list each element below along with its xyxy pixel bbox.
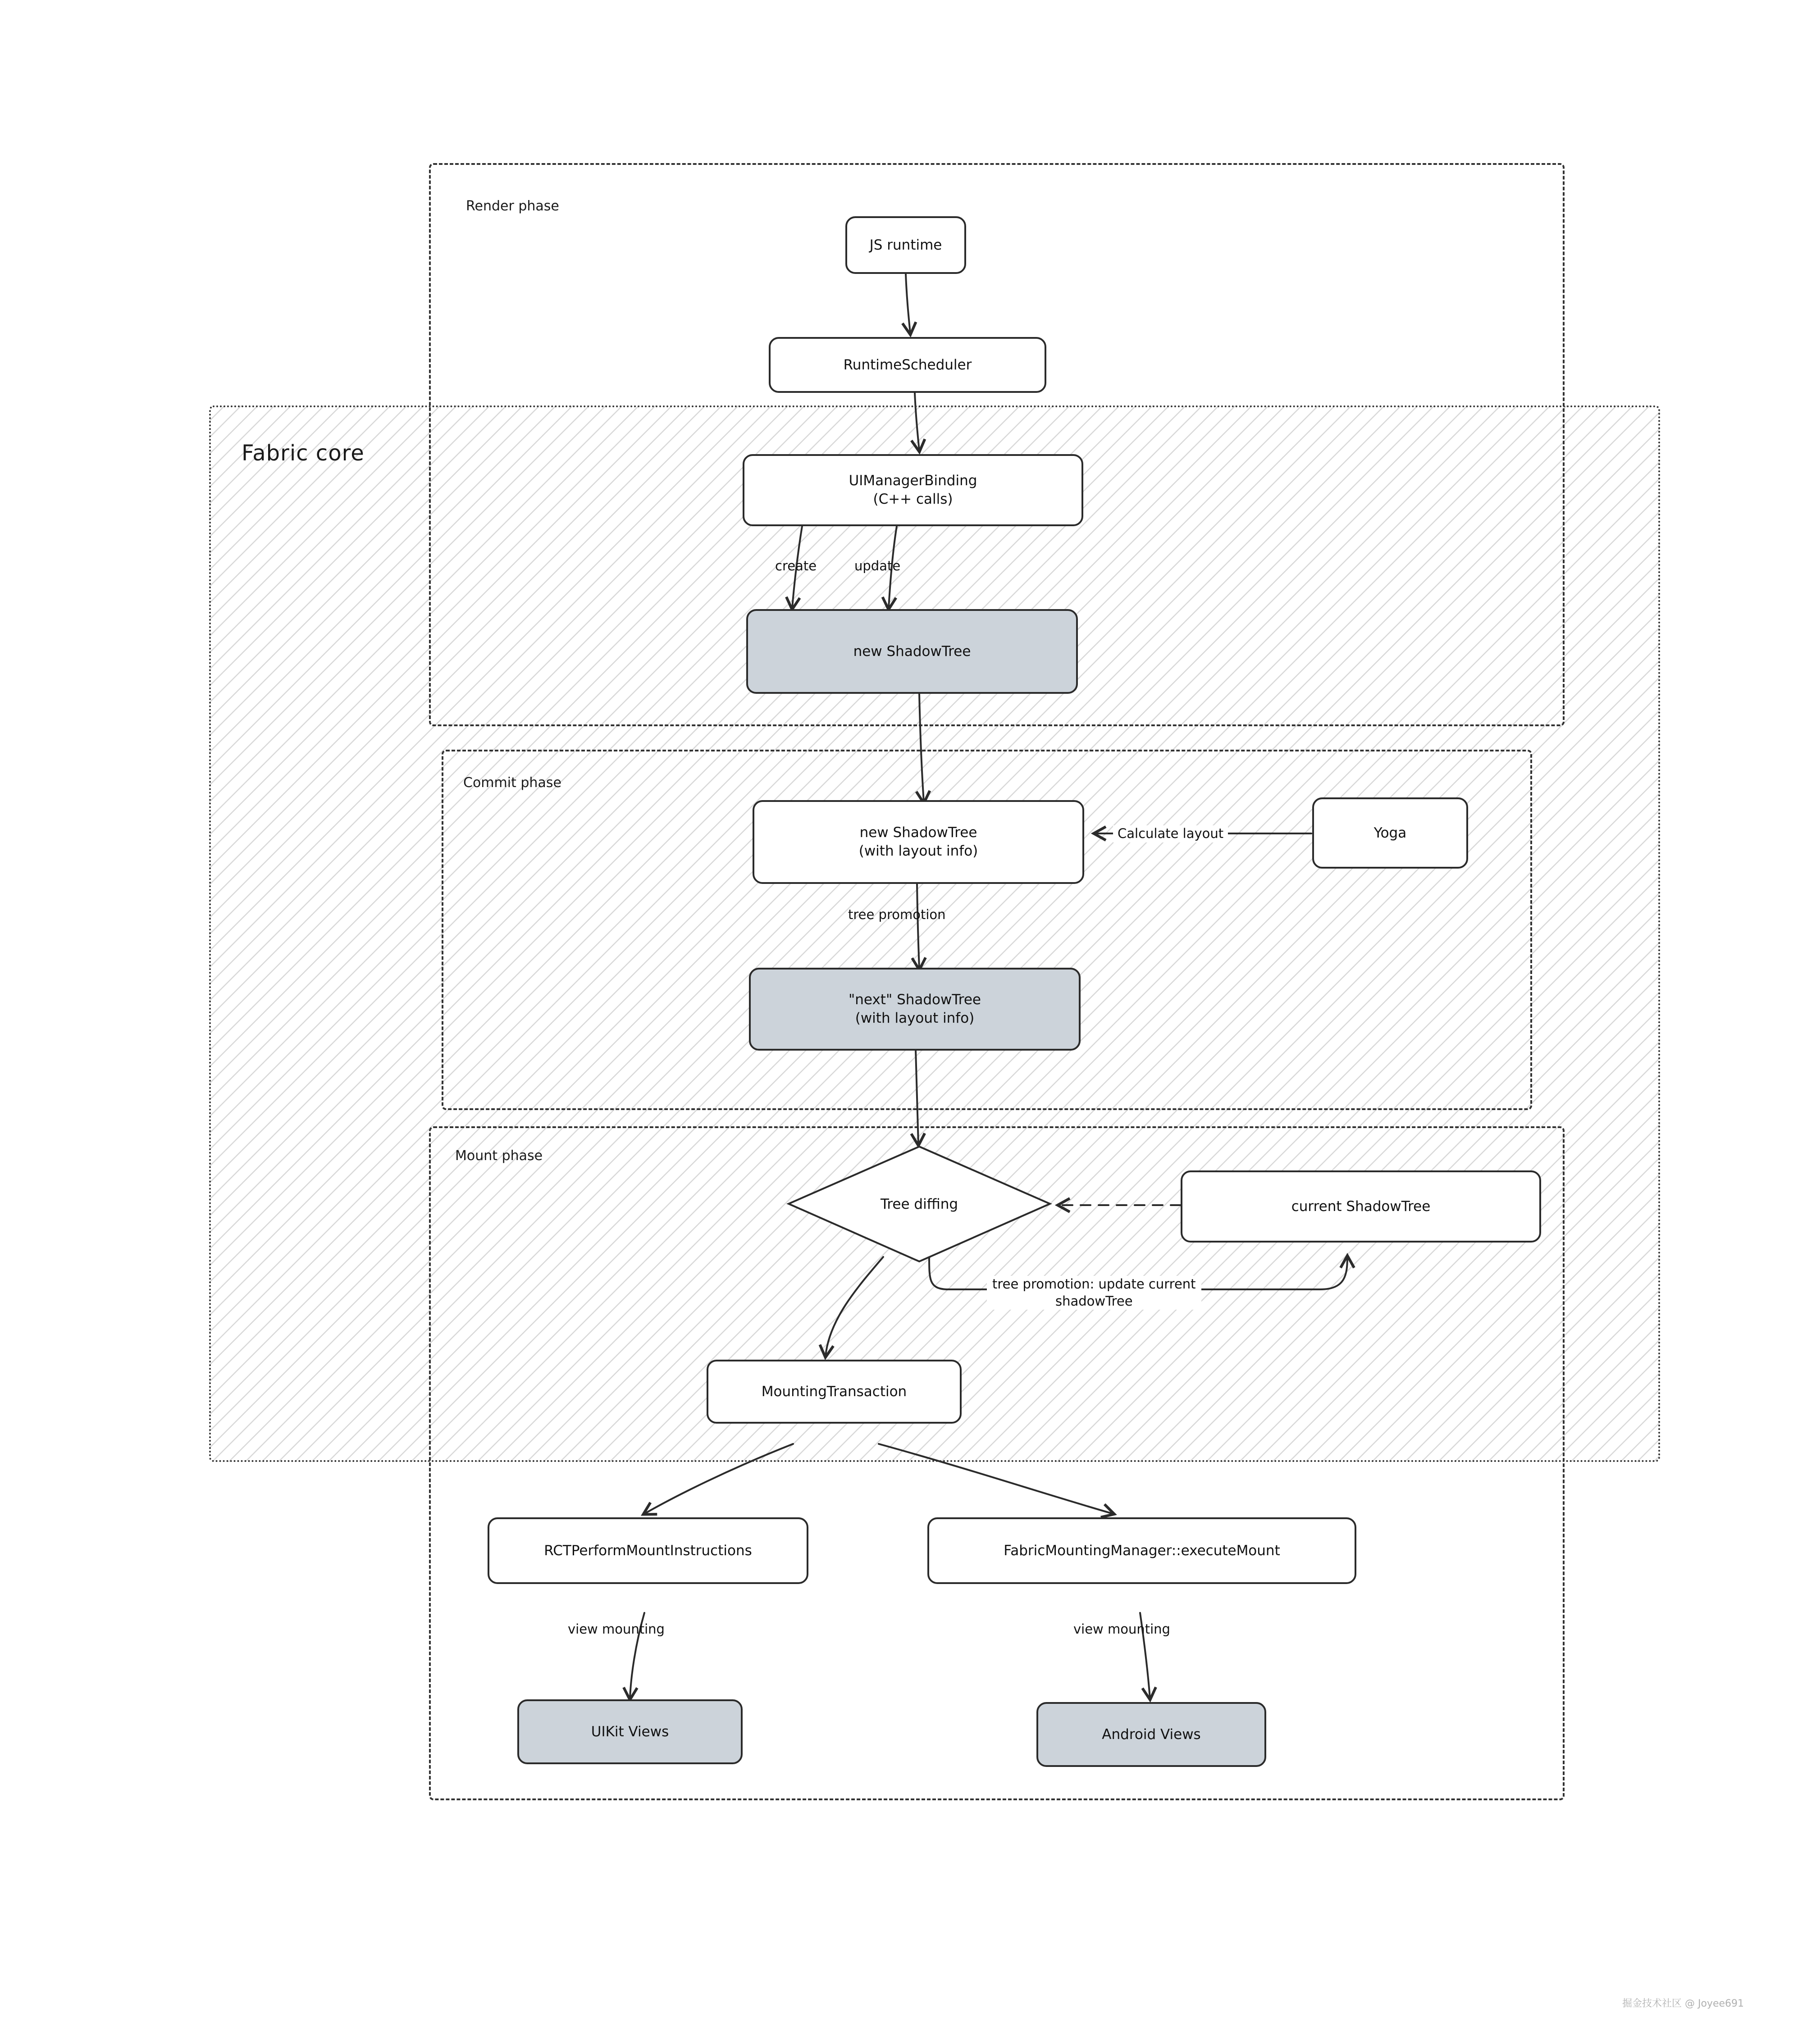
node-label: new ShadowTree bbox=[853, 643, 971, 660]
node-ui-manager-binding[interactable] bbox=[743, 454, 1083, 526]
node-runtime-scheduler[interactable] bbox=[769, 337, 1046, 393]
node-label: JS runtime bbox=[869, 237, 942, 253]
node-current-shadow-tree[interactable] bbox=[1181, 1170, 1541, 1243]
edge-label-line2: shadowTree bbox=[1055, 1293, 1133, 1309]
node-label: RuntimeScheduler bbox=[843, 356, 972, 373]
node-new-shadow-tree[interactable] bbox=[746, 609, 1078, 694]
node-label: Yoga bbox=[1373, 824, 1407, 841]
node-label: Tree diffing bbox=[880, 1196, 958, 1212]
group-label-fabric-core: Fabric core bbox=[242, 441, 365, 466]
node-label-line1: new ShadowTree bbox=[859, 824, 977, 841]
node-fabric-mounting-manager[interactable] bbox=[927, 1517, 1356, 1584]
edge-label-tree-promotion-update bbox=[987, 1276, 1201, 1310]
node-rct-perform-mount-instructions[interactable] bbox=[488, 1517, 808, 1584]
edge-label-create: create bbox=[775, 558, 817, 574]
group-label-commit-phase: Commit phase bbox=[463, 775, 561, 791]
node-label: RCTPerformMountInstructions bbox=[544, 1542, 752, 1559]
node-label: Android Views bbox=[1102, 1726, 1201, 1743]
group-label-render-phase: Render phase bbox=[466, 198, 559, 214]
node-label: MountingTransaction bbox=[761, 1383, 907, 1400]
node-label: FabricMountingManager::executeMount bbox=[1004, 1542, 1280, 1559]
edge-label-view-mounting-android: view mounting bbox=[1073, 1621, 1170, 1637]
edge-label-calculate-layout: Calculate layout bbox=[1113, 825, 1228, 842]
node-next-shadow-tree[interactable] bbox=[749, 968, 1081, 1051]
watermark: 掘金技术社区 @ Joyee691 bbox=[1622, 1998, 1744, 2009]
node-android-views[interactable] bbox=[1036, 1702, 1266, 1767]
edge-label-view-mounting-ios: view mounting bbox=[568, 1621, 665, 1637]
node-label: UIKit Views bbox=[591, 1723, 669, 1740]
node-label: current ShadowTree bbox=[1291, 1198, 1431, 1215]
node-label-line2: (with layout info) bbox=[858, 843, 978, 859]
node-tree-diffing[interactable] bbox=[789, 1147, 1050, 1262]
node-label-line2: (with layout info) bbox=[855, 1010, 975, 1026]
group-label-mount-phase: Mount phase bbox=[455, 1148, 543, 1164]
node-js-runtime[interactable] bbox=[845, 216, 966, 274]
node-label-line1: UIManagerBinding bbox=[849, 473, 977, 489]
node-label-line1: "next" ShadowTree bbox=[849, 992, 981, 1008]
node-new-shadow-tree-with-layout[interactable] bbox=[753, 800, 1084, 884]
edge-label-line1: tree promotion: update current bbox=[992, 1276, 1196, 1292]
edge-label-tree-promotion: tree promotion bbox=[848, 907, 946, 922]
edge-label-update: update bbox=[854, 558, 901, 574]
node-uikit-views[interactable] bbox=[517, 1699, 743, 1764]
node-mounting-transaction[interactable] bbox=[707, 1360, 962, 1424]
node-label-line2: (C++ calls) bbox=[873, 491, 953, 507]
node-yoga[interactable] bbox=[1312, 797, 1468, 869]
